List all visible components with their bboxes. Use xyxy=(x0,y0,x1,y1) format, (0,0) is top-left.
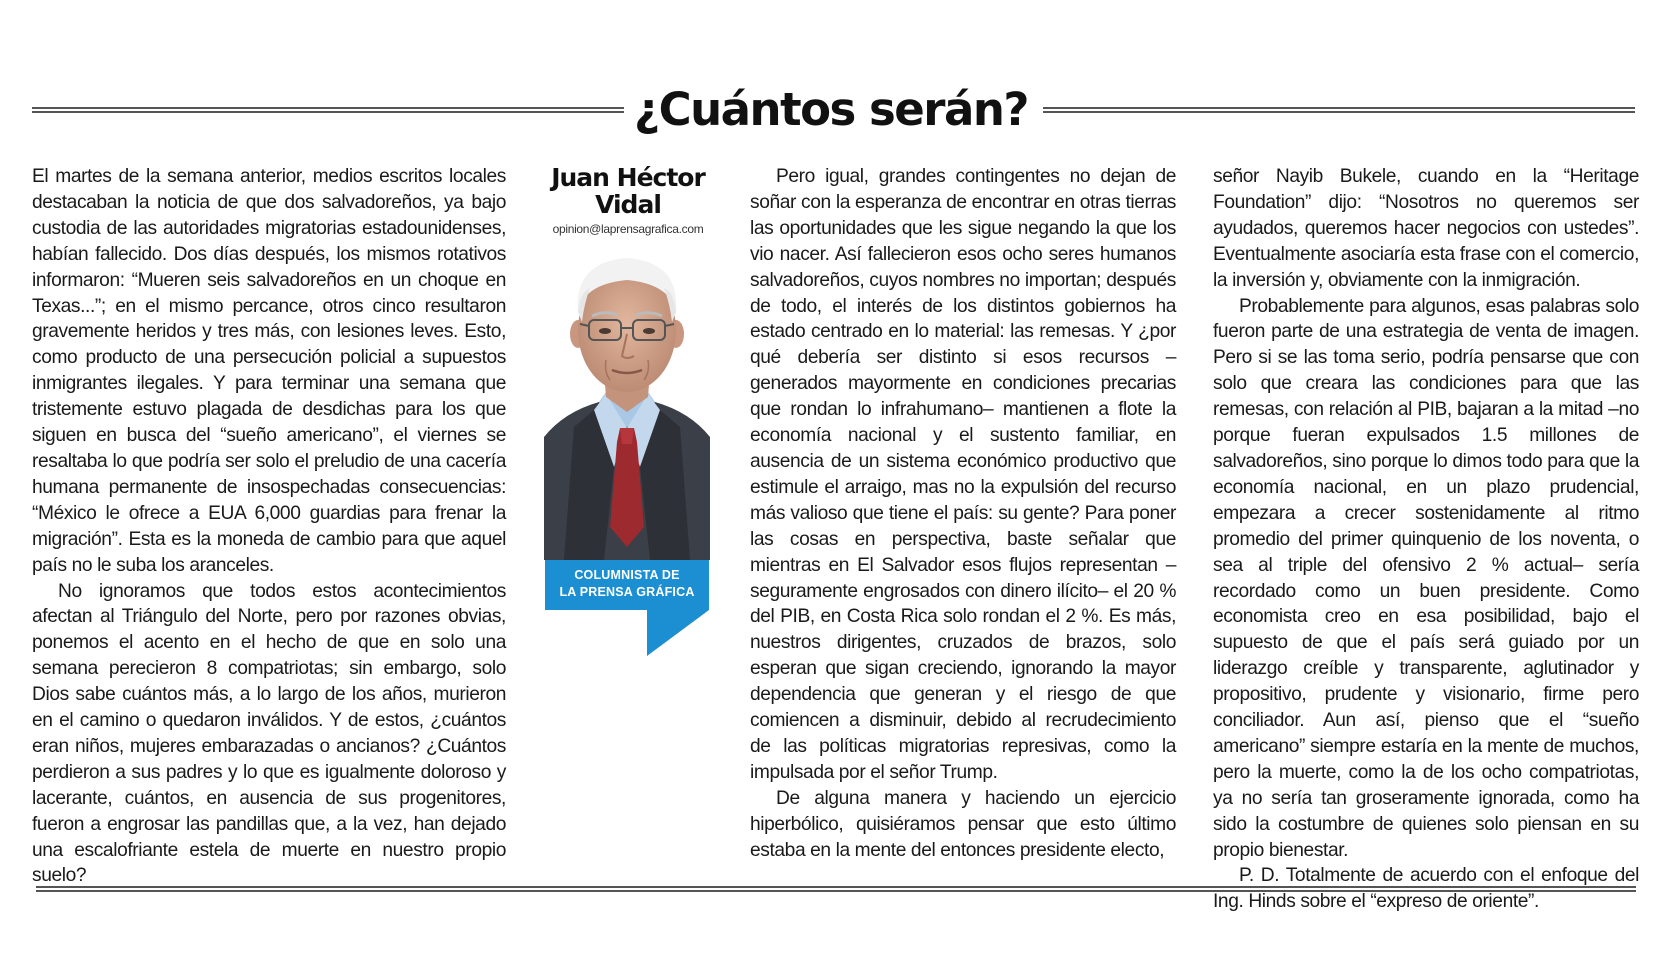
author-email: opinion@laprensagrafica.com xyxy=(552,222,704,236)
columnist-badge xyxy=(545,560,709,610)
paragraph: El martes de la semana anterior, medios escritos locales destacaban la noticia de que dos salvadoreños, ya bajo custodia de las autoridades migratorias estadounidenses, habían fallecido. Dos días después, los mismos rotativos informaron: “Mueren seis salvadoreños en un choque en Texas...”; en el mismo percance, otros cinco resultaron gravemente heridos y tres más, con lesiones leves. Esto, como producto de una persecución policial a supuestos inmigrantes ilegales. Y para terminar una semana que tristemente estuvo plagada de desdichas para los que siguen en busca del “sueño americano”, el viernes se resaltaba lo que podría ser solo el preludio de una cacería humana permanente de insospechadas consecuencias: “México le ofrece a EUA 6,000 guardias para frenar la migración”. Esta es la moneda de cambio para que aquel país no le suba los aranceles. xyxy=(32,166,506,576)
paragraph: De alguna manera y haciendo un ejercicio hiperbólico, quisiéramos pensar que esto último estaba en la mente del entonces presidente electo, xyxy=(750,787,1176,861)
author-portrait-photo xyxy=(544,252,710,560)
paragraph: No ignoramos que todos estos acontecimientos afectan al Triángulo del Norte, pero por razones obvias, ponemos el acento en el hecho de que en solo una semana perecieron 8 compatriotas; sin embargo, solo Dios sabe cuántos más, a lo largo de los años, murieron en el camino o quedaron inválidos. Y de estos, ¿cuántos eran niños, mujeres embarazadas o ancianos? ¿Cuántos perdieron a sus padres y lo que es igualmente doloroso y lacerante, cuántos, en ausencia de sus progenitores, fueron a engrosar las pandillas que, a la vez, han dejado una escalofriante estela de muerte en nuestro propio suelo? xyxy=(32,580,506,887)
author-name xyxy=(544,164,712,218)
author-name-line: Juan Héctor xyxy=(551,163,705,192)
paragraph: P. D. Totalmente de acuerdo con el enfoque del Ing. Hinds sobre el “expreso de oriente”. xyxy=(1213,865,1639,913)
badge-line: COLUMNISTA DE xyxy=(574,568,680,582)
author-name-line: Vidal xyxy=(595,190,661,219)
article-headline: ¿Cuántos serán? xyxy=(634,83,1028,136)
author-info xyxy=(544,164,712,236)
paragraph: Pero igual, grandes contingentes no dejan de soñar con la esperanza de encontrar en otras tierras las oportunidades que les sigue negando la que los vio nacer. Así fallecieron esos ocho seres humanos salvadoreños, cuyos nombres no importan; después de todo, el interés de los distintos gobiernos ha estado centrado en lo material: las remesas. Y ¿por qué debería ser distinto si esos recursos –generados mayormente en condiciones precarias que rondan lo infrahumano– mantienen a flote la economía nacional y el sustento familiar, en ausencia de un sistema económico productivo que estimule el arraigo, mas no la expulsión del recurso más valioso que tiene el país: su gente? Para poner las cosas en perspectiva, baste señalar que mientras en El Salvador esos flujos representan –seguramente engrosados con dinero ilícito– el 20 % del PIB, en Costa Rica solo rondan el 2 %. Es más, nuestros dirigentes, cruzados de brazos, solo esperan que sigan creciendo, ignorando la mayor dependencia que generan y el riesgo de que comiencen a disminuir, debido al recrudecimiento de las políticas migratorias represivas, como la impulsada por el señor Trump. xyxy=(750,166,1176,783)
bottom-rule xyxy=(36,886,1636,892)
badge-line: LA PRENSA GRÁFICA xyxy=(559,585,695,599)
paragraph: Probablemente para algunos, esas palabras solo fueron parte de una estrategia de venta de imagen. Pero si se las toma serio, podría pensarse que con solo que creara las condiciones para que las remesas, con relación al PIB, bajaran a la mitad –no porque fueran expulsados 1.5 millones de salvadoreños, sino porque lo dimos todo para que la economía nacional, en un plazo prudencial, empezara a crecer sostenidamente al ritmo promedio del primer quinquenio de los noventa, o sea al triple del ofensivo 2 % actual– sería recordado como un buen presidente. Como economista creo en esa posibilidad, bajo el supuesto de que el país será guiado por un liderazgo creíble y transparente, aglutinador y propositivo, prudente y visionario, firme pero conciliador. Aun así, pienso que el “sueño americano” siempre estaría en la mente de muchos, pero la muerte, como la de los ocho compatriotas, ya no sería tan groseramente ignorada, como ha sido la costumbre de quienes solo piensan en su propio bienestar. xyxy=(1213,295,1639,861)
portrait-illustration xyxy=(544,252,710,560)
article-column-3 xyxy=(750,164,1176,863)
article-column-4 xyxy=(1213,164,1639,915)
badge-tail-shape xyxy=(647,610,709,656)
paragraph: señor Nayib Bukele, cuando en la “Heritage Foundation” dijo: “Nosotros no queremos ser ayudados, queremos hacer negocios con ustedes”. Eventualmente asociaría esta frase con el comercio, la inversión y, obviamente con la inmigración. xyxy=(1213,166,1639,291)
article-column-1 xyxy=(32,164,506,889)
